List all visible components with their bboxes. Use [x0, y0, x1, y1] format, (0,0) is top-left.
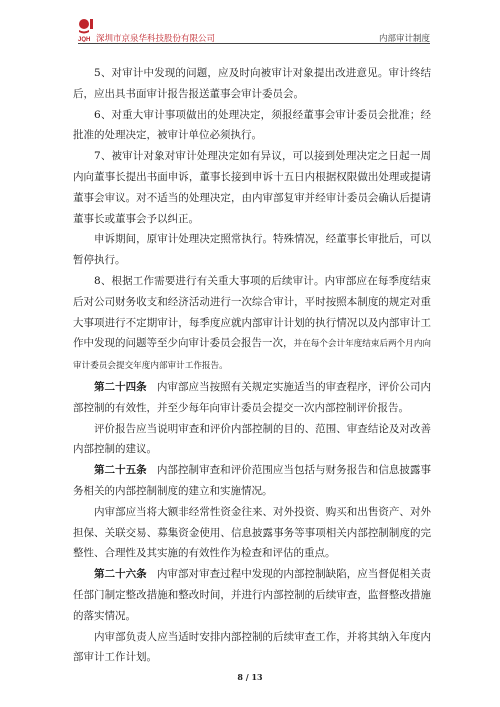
- article-number: 第二十四条: [94, 380, 147, 393]
- page-header: [78, 18, 430, 44]
- article-paragraph: 第二十四条 内审部应当按照有关规定实施适当的审查程序，评价公司内部控制的有效性，并至少每年向审计委员会提交一次内部控制评价报告。: [73, 380, 432, 414]
- article-paragraph: 第二十六条 内审部对审查过程中发现的内部控制缺陷，应当督促相关责任部门制定整改措施和整改时间，并进行内部控制的后续审查，监督整改措施的落实情况。: [73, 568, 432, 622]
- article-number: 第二十五条: [94, 464, 147, 477]
- page-number: 8 / 13: [237, 672, 263, 682]
- paragraph: 8、根据工作需要进行有关重大事项的后续审计。内审部应在每季度结束后对公司财务收支和经济活动进行一次综合审计，平时按照本制度的规定对重大事项进行不定期审计，每季度应就内部审计计划的执行情况以及内部审计工作中发现的问题等至少向审计委员会报告一次，并在每个会计年度结束后两个月内向审计委员会提交年度内部审计工作报告。: [73, 274, 432, 372]
- article-paragraph: 第二十五条 内部控制审查和评价范围应当包括与财务报告和信息披露事务相关的内部控制制度的建立和实施情况。: [73, 464, 432, 497]
- paragraph: 评价报告应当说明审查和评价内部控制的目的、范围、审查结论及对改善内部控制的建议。: [73, 422, 431, 456]
- paragraph: 7、被审计对象对审计处理决定如有异议，可以接到处理决定之日起一周内向董事长提出书面申诉，董事长接到申诉十五日内根据权限做出处理或提请董事会审议。对不适当的处理决定，由内审部复审并经审计委员会确认后提请董事长或董事会予以纠正。: [73, 150, 431, 225]
- document-title: 内部审计制度: [378, 34, 430, 44]
- paragraph: 5、对审计中发现的问题，应及时向被审计对象提出改进意见。审计终结后，应出具书面审计报告报送董事会审计委员会。: [73, 67, 431, 100]
- header-divider: [78, 43, 430, 44]
- article-number: 第二十六条: [94, 568, 147, 581]
- paragraph: 申诉期间，原审计处理决定照常执行。特殊情况，经董事长审批后，可以暂停执行。: [73, 233, 431, 267]
- body-text: [73, 63, 431, 668]
- company-name: 深圳市京泉华科技股份有限公司: [96, 34, 216, 44]
- paragraph: 内审部应当将大额非经常性资金往来、对外投资、购买和出售资产、对外担保、关联交易、募集资金使用、信息披露事务等事项相关内部控制制度的完整性、合理性及其实施的有效性作为检查和评估的重点。: [73, 505, 431, 560]
- paragraph: 内审部负责人应当适时安排内部控制的后续审查工作，并将其纳入年度内部审计工作计划。: [73, 630, 431, 664]
- small-text: 并在每个会计年度结束后两个月内向审计委员会提交年度内部审计工作报告。: [73, 339, 432, 372]
- svg-text:JQH: JQH: [78, 37, 91, 42]
- paragraph: 6、对重大审计事项做出的处理决定，须报经董事会审计委员会批准；经批准的处理决定，被审计单位必须执行。: [73, 108, 431, 142]
